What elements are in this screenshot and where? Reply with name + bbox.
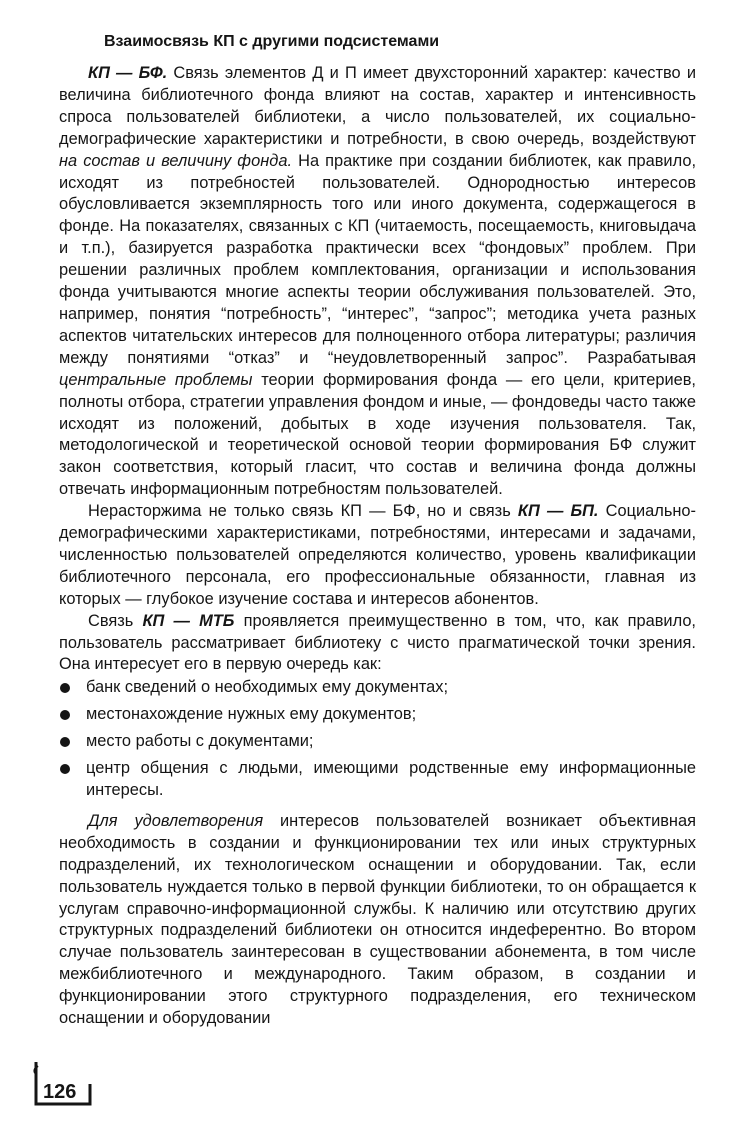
paragraph-text: На практике при создании библиотек, как правило, исходят из потребностей пользователей. Однородностью интересов обусловливается экземплярность того или иного документа, содержащегося в фонде. На показателях, связанных с КП (читаемость, посещаемость, книговыдача и т.п.), базируется разработка практически всех “фондовых” проблем. При решении различных проблем комплектования, организации и использования фонда учитываются многие аспекты теории обслуживания пользователей. Это, например, понятия “потребность”, “интерес”, “запрос”; методика учета разных аспектов читательских интересов для полноценного отбора литературы; различия между понятиями “отказ” и “неудовлетворенный запрос”. Разрабатывая (59, 151, 697, 367)
paragraph-text: Нерасторжима не только связь КП — БФ, но и связь (88, 502, 518, 521)
list-item (59, 677, 696, 699)
emphasis-text: Для удовлетворения (88, 811, 264, 830)
paragraph-kp-mtb (59, 611, 696, 677)
bullet-icon (60, 737, 70, 747)
emphasis-text: на состав и величину фонда. (59, 151, 293, 170)
paragraph-kp-bp (59, 501, 696, 611)
bullet-icon (60, 683, 70, 693)
paragraph-text: интересов пользователей возникает объективная необходимость в создании и функционировании тех или иных структурных подразделений, их технологическом оснащении и оборудовании. Так, если пользователь нуждается только в первой функции библиотеки, то он обращается к услугам справочно-информационной службы. К наличию или отсутствию других структурных подразделений библиотеки он относится индеферентно. Во втором случае пользователь заинтересован в существовании абонемента, в том числе межбиблиотечного и международного. Таким образом, в создании и функционировании этого структурного подразделения, его техническом оснащении и оборудовании (59, 811, 696, 1028)
bullet-list (59, 677, 696, 802)
list-item-text: банк сведений о необходимых ему документах; (86, 678, 449, 697)
list-item (59, 704, 696, 726)
paragraph-text: Связь элементов Д и П имеет двухсторонний характер: качество и величина библиотечного фонда влияют на состав, характер и интенсивность спроса пользователей библиотеки, а число пользователей, их социально-демографические характеристики и потребности, в свою очередь, воздействуют (59, 64, 696, 148)
bullet-icon (60, 710, 70, 720)
paragraph-text: теории формирования фонда — его цели, критериев, полноты отбора, стратегии управления фондом и иные, — фондоведы часто также исходят из положений, добытых в ходе изучения пользователя. Так, методологической и теоретической основой теории формирования БФ служит закон соответствия, который гласит, что состав и величина фонда должны отвечать информационным потребностям пользователей. (59, 370, 696, 499)
list-item-text: местонахождение нужных ему документов; (86, 705, 417, 724)
paragraph-requirements (59, 811, 696, 1030)
section-heading: Взаимосвязь КП с другими подсистемами (104, 33, 440, 50)
list-item-text: центр общения с людьми, имеющими родственные ему информационные интересы. (86, 759, 696, 799)
list-item (59, 731, 696, 753)
list-item-text: место работы с документами; (86, 732, 314, 751)
list-item (59, 758, 696, 802)
paragraph-text: Связь (88, 611, 143, 630)
bullet-icon (60, 764, 70, 774)
term-kp-bp: КП — БП. (517, 502, 599, 521)
term-kp-mtb: КП — МТБ (142, 611, 235, 630)
body-text (59, 63, 696, 1030)
paragraph-text: Социально-демографическими характеристиками, потребностями, интересами и задачами, численностью пользователей определяются количество, уровень квалификации библиотечного персонала, его профессиональные обязанности, главная из которых — глубокое изучение состава и интересов абонентов. (59, 502, 696, 608)
page-number: 126 (43, 1081, 77, 1103)
paragraph-text: проявляется преимущественно в том, что, как правило, пользователь рассматривает библиотеку с чисто прагматической точки зрения. Она интересует его в первую очередь как: (59, 611, 696, 674)
term-kp-bf: КП — БФ. (88, 64, 168, 82)
paragraph-kp-bf (59, 63, 696, 501)
emphasis-text: центральные проблемы (59, 370, 253, 389)
